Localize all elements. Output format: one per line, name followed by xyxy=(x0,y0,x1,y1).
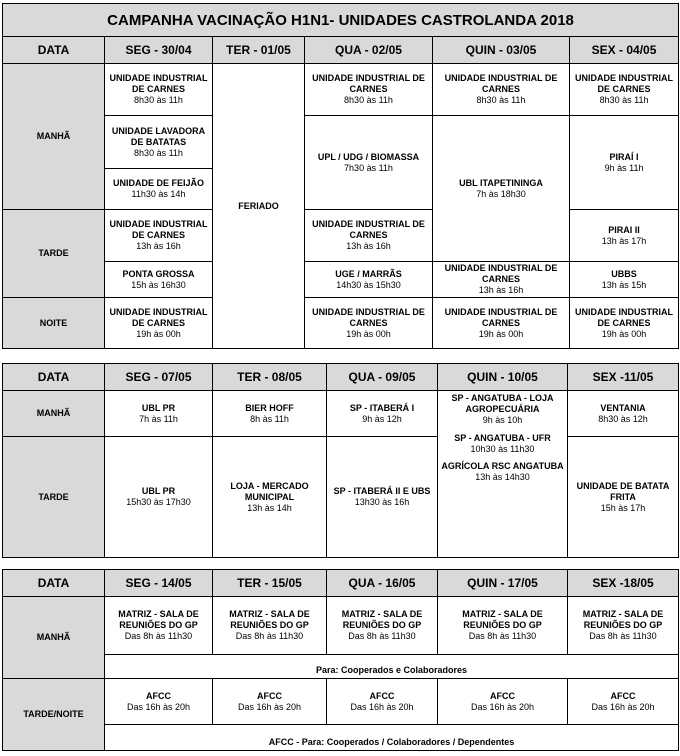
location: UNIDADE INDUSTRIAL DE CARNES xyxy=(109,219,208,240)
time-range: 15h às 17h xyxy=(600,502,646,513)
location: VENTANIA xyxy=(600,402,646,413)
page-title: CAMPANHA VACINAÇÃO H1N1- UNIDADES CASTROLANDA 2018 xyxy=(3,4,679,37)
schedule-cell xyxy=(438,597,568,655)
time-range: 13h às 14h30 xyxy=(475,472,530,482)
location: UNIDADE INDUSTRIAL DE CARNES xyxy=(109,306,208,328)
period-label-tarde: TARDE xyxy=(3,437,105,558)
time-range: 13h às 15h xyxy=(601,279,647,290)
time-range: 8h30 às 11h xyxy=(134,95,183,105)
day-header: SEX -18/05 xyxy=(568,570,679,597)
location: PIRAÍ I xyxy=(609,151,639,162)
period-label-tarde-noite: TARDE/NOITE xyxy=(3,679,105,751)
location: UNIDADE DE FEIJÃO xyxy=(112,178,204,188)
time-range: Das 8h às 11h30 xyxy=(468,631,537,641)
schedule-cell xyxy=(327,597,438,655)
location: UNIDADE INDUSTRIAL DE CARNES xyxy=(575,306,674,328)
day-header: TER - 08/05 xyxy=(213,364,327,391)
time-range: 7h às 18h30 xyxy=(476,188,526,199)
location: SP - ANGATUBA - UFR xyxy=(454,433,551,443)
schedule-cell xyxy=(327,391,438,437)
day-header: QUIN - 03/05 xyxy=(433,37,570,64)
location: UNIDADE INDUSTRIAL DE CARNES xyxy=(312,306,425,328)
time-range: 9h às 12h xyxy=(362,413,402,424)
location: AGRÍCOLA RSC ANGATUBA xyxy=(441,461,564,471)
day-header: SEX -11/05 xyxy=(568,364,679,391)
location: SP - ITABERÁ II E UBS xyxy=(333,486,431,496)
day-header: QUIN - 17/05 xyxy=(438,570,568,597)
time-range: 13h às 16h xyxy=(346,241,391,251)
time-range: 11h30 às 14h xyxy=(131,189,186,199)
day-header: SEX - 04/05 xyxy=(570,37,679,64)
day-header: QUIN - 10/05 xyxy=(438,364,568,391)
time-range: Das 8h às 11h30 xyxy=(348,631,416,641)
time-range: Das 16h às 20h xyxy=(350,701,414,712)
location: UBL PR xyxy=(141,486,176,496)
day-header: QUA - 09/05 xyxy=(327,364,438,391)
schedule-cell xyxy=(105,169,213,210)
location: PONTA GROSSA xyxy=(122,268,195,279)
schedule-cell xyxy=(568,679,679,725)
time-range: 8h30 às 11h xyxy=(134,147,183,158)
time-range: 8h30 às 11h xyxy=(476,95,526,105)
week3-table xyxy=(2,569,679,751)
location: UNIDADE LAVADORA DE BATATAS xyxy=(111,125,206,147)
day-header: SEG - 07/05 xyxy=(105,364,213,391)
schedule-cell xyxy=(105,116,213,169)
time-range: 7h às 11h xyxy=(139,413,178,424)
afternoon-note: AFCC - Para: Cooperados / Colaboradores / Dependentes xyxy=(105,725,679,751)
location: LOJA - MERCADO MUNICIPAL xyxy=(230,480,309,502)
time-range: 13h às 17h xyxy=(601,235,647,246)
schedule-cell xyxy=(105,298,213,349)
location: MATRIZ - SALA DE REUNIÕES DO GP xyxy=(582,609,664,630)
time-range: 13h às 16h xyxy=(478,285,524,295)
time-range: 8h às 11h xyxy=(250,413,289,424)
time-range: 15h30 às 17h30 xyxy=(126,497,191,507)
location: AFCC xyxy=(257,690,282,701)
period-label-tarde: TARDE xyxy=(3,210,105,298)
schedule-cell xyxy=(327,437,438,558)
schedule-cell xyxy=(568,391,679,437)
date-header: DATA xyxy=(3,37,105,64)
location: SP - ITABERÁ I xyxy=(349,402,415,413)
schedule-cell xyxy=(433,298,570,349)
schedule-cell xyxy=(568,437,679,558)
time-range: 14h30 às 15h30 xyxy=(336,279,401,290)
time-range: 7h30 às 11h xyxy=(344,162,393,173)
location: UNIDADE INDUSTRIAL DE CARNES xyxy=(312,73,425,94)
schedule-cell xyxy=(105,262,213,298)
location: UBBS xyxy=(611,268,637,279)
location: UPL / UDG / BIOMASSA xyxy=(317,151,420,162)
day-header: TER - 15/05 xyxy=(213,570,327,597)
holiday-cell: FERIADO xyxy=(213,64,305,349)
location: UBL ITAPETININGA xyxy=(459,177,543,188)
day-header: TER - 01/05 xyxy=(213,37,305,64)
time-range: 8h30 às 11h xyxy=(344,95,393,105)
schedule-cell xyxy=(305,262,433,298)
location: AFCC xyxy=(610,690,636,701)
time-range: 13h30 às 16h xyxy=(354,497,410,507)
location: AFCC xyxy=(490,690,515,701)
location: SP - ANGATUBA - LOJA AGROPECUÁRIA xyxy=(451,393,554,414)
day-header: SEG - 30/04 xyxy=(105,37,213,64)
time-range: 13h às 16h xyxy=(136,241,181,251)
schedule-cell xyxy=(438,391,568,558)
schedule-cell xyxy=(305,116,433,210)
location: MATRIZ - SALA DE REUNIÕES DO GP xyxy=(462,609,543,630)
schedule-cell xyxy=(438,679,568,725)
schedule-cell xyxy=(305,64,433,116)
schedule-cell xyxy=(433,262,570,298)
time-range: 19h às 00h xyxy=(136,328,181,339)
time-range: Das 16h às 20h xyxy=(126,701,191,712)
time-range: 19h às 00h xyxy=(601,328,647,339)
time-range: Das 8h às 11h30 xyxy=(124,631,193,641)
time-range: Das 16h às 20h xyxy=(591,701,655,712)
time-range: 15h às 16h30 xyxy=(131,279,186,290)
schedule-cell xyxy=(105,210,213,262)
location: AFCC xyxy=(369,690,395,701)
schedule-cell xyxy=(568,597,679,655)
schedule-cell xyxy=(433,64,570,116)
time-range: 8h30 às 12h xyxy=(598,413,648,424)
schedule-cell xyxy=(213,391,327,437)
time-range: 13h às 14h xyxy=(247,502,292,513)
time-range: Das 16h às 20h xyxy=(237,701,302,712)
schedule-cell xyxy=(327,679,438,725)
time-range: Das 8h às 11h30 xyxy=(589,631,657,641)
location: MATRIZ - SALA DE REUNIÕES DO GP xyxy=(229,609,310,630)
time-range: 19h às 00h xyxy=(478,328,524,339)
period-label-manha: MANHÃ xyxy=(3,64,105,210)
schedule-cell xyxy=(105,437,213,558)
period-label-manha: MANHÃ xyxy=(3,391,105,437)
location: UNIDADE INDUSTRIAL DE CARNES xyxy=(109,73,208,94)
location: UGE / MARRÃS xyxy=(335,268,402,279)
location: MATRIZ - SALA DE REUNIÕES DO GP xyxy=(118,609,199,630)
day-header: SEG - 14/05 xyxy=(105,570,213,597)
location: UNIDADE INDUSTRIAL DE CARNES xyxy=(575,73,674,94)
date-header: DATA xyxy=(3,570,105,597)
location: UBL PR xyxy=(141,402,176,413)
schedule-cell xyxy=(105,679,213,725)
date-header: DATA xyxy=(3,364,105,391)
time-range: Das 8h às 11h30 xyxy=(235,631,304,641)
schedule-cell xyxy=(570,116,679,210)
schedule-cell xyxy=(105,64,213,116)
schedule-cell xyxy=(570,298,679,349)
morning-note: Para: Cooperados e Colaboradores xyxy=(105,655,679,679)
schedule-cell xyxy=(570,64,679,116)
schedule-cell xyxy=(213,437,327,558)
schedule-cell xyxy=(213,597,327,655)
time-range: 9h às 11h xyxy=(604,162,644,173)
period-label-manha: MANHÃ xyxy=(3,597,105,679)
location: UNIDADE INDUSTRIAL DE CARNES xyxy=(312,219,425,240)
schedule-cell xyxy=(305,298,433,349)
schedule-cell xyxy=(213,679,327,725)
time-range: 19h às 00h xyxy=(346,328,391,339)
day-header: QUA - 02/05 xyxy=(305,37,433,64)
schedule-cell xyxy=(105,597,213,655)
location: UNIDADE INDUSTRIAL DE CARNES xyxy=(444,306,558,328)
week1-table xyxy=(2,3,679,349)
location: UNIDADE DE BATATA FRITA xyxy=(576,480,670,502)
time-range: 10h30 às 11h30 xyxy=(470,444,535,454)
schedule-cell xyxy=(570,210,679,262)
day-header: QUA - 16/05 xyxy=(327,570,438,597)
location: AFCC xyxy=(146,690,171,701)
time-range: 9h às 10h xyxy=(482,415,523,425)
schedule-cell xyxy=(105,391,213,437)
location: UNIDADE INDUSTRIAL DE CARNES xyxy=(444,73,558,94)
week2-table xyxy=(2,363,679,558)
location: BIER HOFF xyxy=(245,402,294,413)
location: UNIDADE INDUSTRIAL DE CARNES xyxy=(444,263,558,284)
schedule-cell xyxy=(433,116,570,262)
time-range: Das 16h às 20h xyxy=(470,701,535,712)
schedule-cell xyxy=(305,210,433,262)
location: PIRAI II xyxy=(608,224,640,235)
location: MATRIZ - SALA DE REUNIÕES DO GP xyxy=(341,609,423,630)
time-range: 8h30 às 11h xyxy=(599,95,649,105)
period-label-noite: NOITE xyxy=(3,298,105,349)
schedule-cell xyxy=(570,262,679,298)
